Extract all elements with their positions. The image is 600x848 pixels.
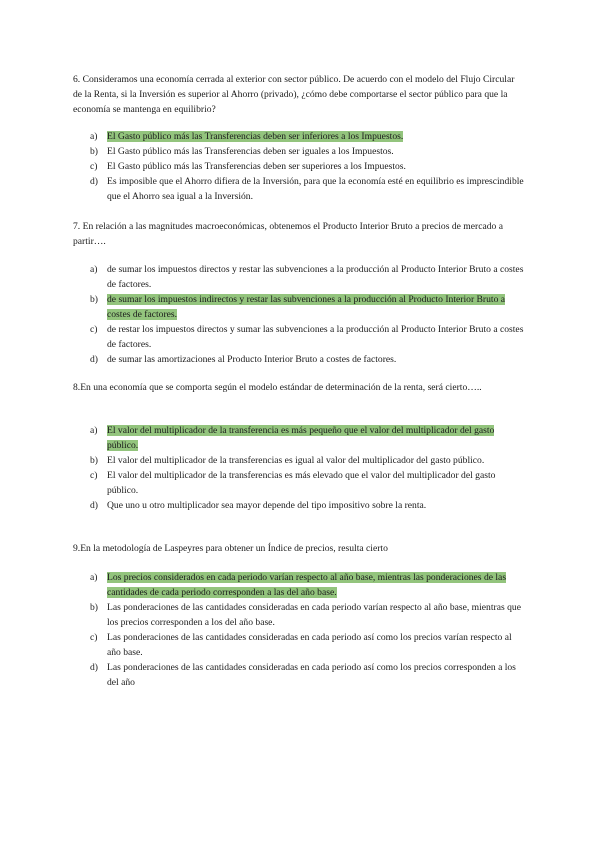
- option-text: Las ponderaciones de las cantidades consideradas en cada periodo así como los precios corresponden a los del año: [107, 662, 516, 688]
- option-text: Es imposible que el Ahorro difiera de la Inversión, para que la economía esté en equilibrio es imprescindible que el Ahorro sea igual a la Inversión.: [107, 176, 524, 202]
- option-c[interactable]: [73, 468, 525, 498]
- question-8: [73, 380, 525, 395]
- option-letter: c): [90, 161, 98, 172]
- question-text: 6. Consideramos una economía cerrada al exterior con sector público. De acuerdo con el modelo del Flujo Circular de la Renta, si la Inversión es superior al Ahorro (privado), ¿cómo debe comportarse el sector público para que la economía se mantenga en equilibrio?: [73, 74, 515, 115]
- option-text: El valor del multiplicador de la transferencias es más elevado que el valor del multiplicador del gasto público.: [107, 470, 496, 496]
- option-a[interactable]: [73, 262, 525, 292]
- option-text: El valor del multiplicador de la transferencia es más pequeño que el valor del multiplicador del gasto público.: [107, 425, 495, 451]
- option-b[interactable]: [73, 453, 525, 468]
- option-letter: b): [90, 602, 98, 613]
- question-9: [73, 541, 525, 556]
- option-text: de sumar los impuestos indirectos y restar las subvenciones a la producción al Producto Interior Bruto a costes de factores.: [107, 294, 506, 320]
- option-text: de sumar los impuestos directos y restar las subvenciones a la producción al Producto Interior Bruto a costes de factores.: [107, 264, 524, 290]
- question-text: 9.En la metodología de Laspeyres para obtener un Índice de precios, resulta cierto: [73, 543, 388, 554]
- option-letter: d): [90, 662, 98, 673]
- option-b[interactable]: [73, 292, 525, 322]
- option-letter: b): [90, 146, 98, 157]
- option-letter: a): [90, 264, 98, 275]
- question-text: 7. En relación a las magnitudes macroeconómicas, obtenemos el Producto Interior Bruto a precios de mercado a partir….: [73, 221, 503, 247]
- option-text: El valor del multiplicador de la transferencias es igual al valor del multiplicador del gasto público.: [107, 455, 485, 466]
- option-letter: c): [90, 632, 98, 643]
- option-letter: a): [90, 131, 98, 142]
- option-c[interactable]: [73, 630, 525, 660]
- question-7-options: [73, 262, 525, 367]
- option-d[interactable]: [73, 352, 525, 367]
- option-a[interactable]: [73, 570, 525, 600]
- option-b[interactable]: [73, 600, 525, 630]
- option-letter: d): [90, 500, 98, 511]
- option-text: Las ponderaciones de las cantidades consideradas en cada periodo así como los precios varían respecto al año base.: [107, 632, 512, 658]
- option-letter: b): [90, 455, 98, 466]
- option-text: de sumar las amortizaciones al Producto Interior Bruto a costes de factores.: [107, 354, 397, 365]
- option-letter: c): [90, 324, 98, 335]
- question-9-options: [73, 570, 525, 690]
- option-text: Que uno u otro multiplicador sea mayor depende del tipo impositivo sobre la renta.: [107, 500, 427, 511]
- option-letter: c): [90, 470, 98, 481]
- option-text: de restar los impuestos directos y sumar las subvenciones a la producción al Producto Interior Bruto a costes de factores.: [107, 324, 524, 350]
- option-d[interactable]: [73, 498, 525, 513]
- option-text: El Gasto público más las Transferencias deben ser iguales a los Impuestos.: [107, 146, 394, 157]
- option-a[interactable]: [73, 129, 525, 144]
- option-letter: d): [90, 176, 98, 187]
- option-c[interactable]: [73, 159, 525, 174]
- option-a[interactable]: [73, 423, 525, 453]
- option-letter: b): [90, 294, 98, 305]
- question-7: [73, 219, 525, 249]
- option-letter: d): [90, 354, 98, 365]
- option-text: El Gasto público más las Transferencias deben ser inferiores a los Impuestos.: [107, 131, 404, 142]
- question-6: [73, 72, 525, 117]
- question-8-options: [73, 423, 525, 513]
- question-text: 8.En una economía que se comporta según el modelo estándar de determinación de la renta, será cierto…..: [73, 382, 482, 393]
- option-letter: a): [90, 425, 98, 436]
- option-text: El Gasto público más las Transferencias deben ser superiores a los Impuestos.: [107, 161, 406, 172]
- option-d[interactable]: [73, 174, 525, 204]
- option-d[interactable]: [73, 660, 525, 690]
- option-text: Los precios considerados en cada periodo varían respecto al año base, mientras las ponderaciones de las cantidades de cada periodo corresponden a las del año base.: [107, 572, 507, 598]
- option-letter: a): [90, 572, 98, 583]
- option-b[interactable]: [73, 144, 525, 159]
- option-c[interactable]: [73, 322, 525, 352]
- option-text: Las ponderaciones de las cantidades consideradas en cada periodo varían respecto al año base, mientras que los precios corresponden a los del año base.: [107, 602, 521, 628]
- question-6-options: [73, 129, 525, 204]
